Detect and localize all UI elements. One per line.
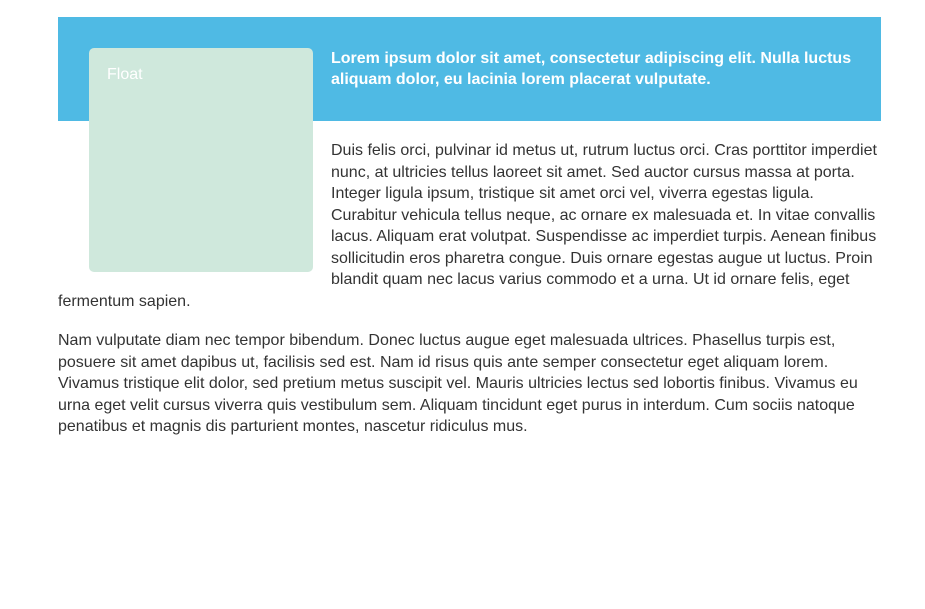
- highlighted-paragraph: Lorem ipsum dolor sit amet, consectetur adipiscing elit. Nulla luctus aliquam dolor, eu lacinia lorem placerat vulputate.: [58, 17, 881, 121]
- float-box: Float: [89, 48, 313, 272]
- content-wrapper: [58, 17, 881, 438]
- body-paragraph-3: Nam vulputate diam nec tempor bibendum. Donec luctus augue eget malesuada ultrices. Phasellus turpis est, posuere sit amet dapibus ut, facilisis sed est. Nam id risus quis ante semper consectetur eget aliquam lorem. Vivamus tristique elit dolor, sed pretium metus suscipit vel. Mauris ultricies lectus sed lobortis finibus. Vivamus eu urna eget velit cursus viverra quis vestibulum sem. Aliquam tincidunt eget purus in interdum. Cum sociis natoque penatibus et magnis dis parturient montes, nascetur ridiculus mus.: [58, 332, 858, 435]
- body-paragraph-2: Duis felis orci, pulvinar id metus ut, rutrum luctus orci. Cras porttitor imperdiet nunc, at ultricies tellus laoreet sit amet. Sed auctor cursus massa at porta. Integer ligula ipsum, tristique sit amet orci vel, viverra egestas ligula. Curabitur vehicula tellus neque, ac ornare ex malesuada et. In vitae convallis lacus. Aliquam erat volutpat. Suspendisse ac imperdiet turpis. Aenean finibus sollicitudin eros pharetra congue. Duis ornare egestas augue ut luctus. Proin blandit quam nec lacus varius commodo et a urna. Ut id ornare felis, eget fermentum sapien.: [58, 142, 877, 310]
